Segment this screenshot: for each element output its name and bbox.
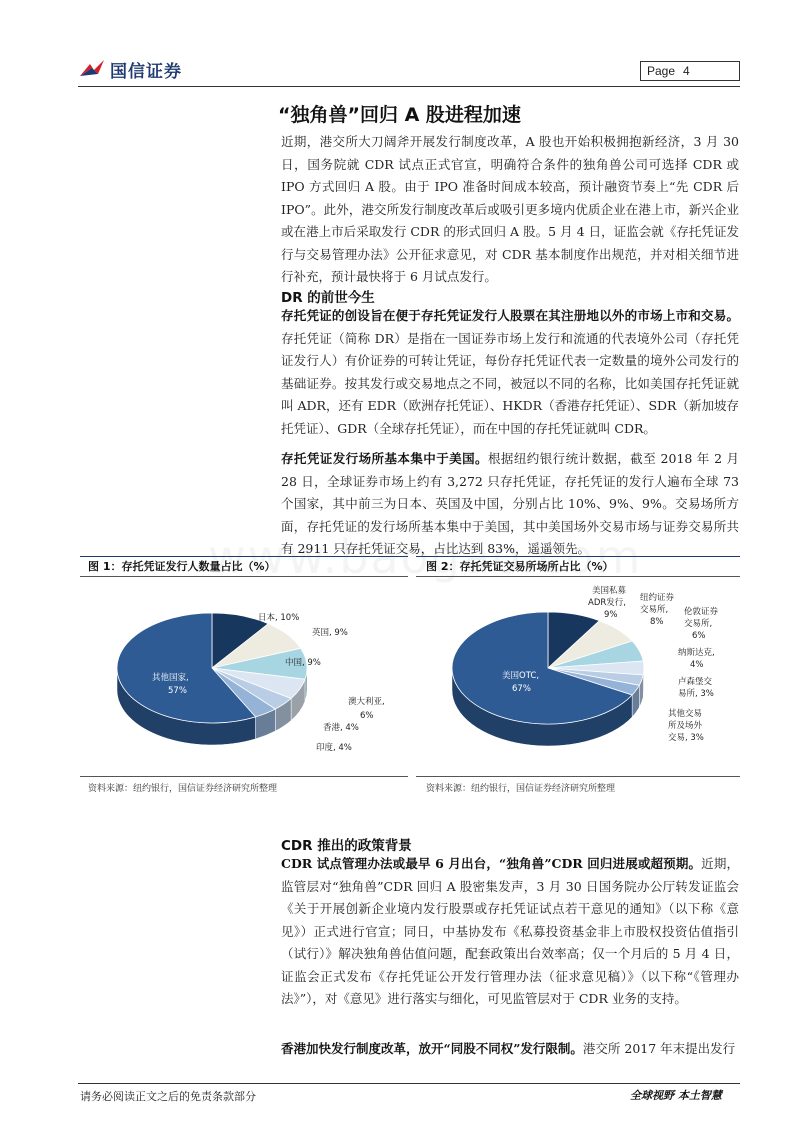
chart1-label-uk: 英国, 9% [312,628,348,638]
page-title: “独角兽”回归 A 股进程加速 [278,104,521,126]
section1-p2-lead: 存托凭证发行场所基本集中于美国。 [281,451,488,466]
chart2-label-lse: 伦敦证券交易所, 6% [684,607,719,641]
company-logo [78,55,182,83]
figure1-caption-rule [80,576,408,577]
intro-paragraph: 近期，港交所大刀阔斧开展发行制度改革，A 股也开始积极拥抱新经济，3 月 30 日，国务院就 CDR 试点正式官宣，明确符合条件的独角兽公司可选择 CDR 或 IPO 方式回归 A 股。由于 IPO 准备时间成本较高，预计融资节奏上“先 CDR 后 IPO”。此外，港交所发行制度改革后或吸引更多境内优质企业在港上市，新兴企业或在港上市后采取发行 CDR 的形式回归 A 股。5 月 4 日，证监会就《存托凭证发行与交易管理办法》公开征求意见，对 CDR 基本制度作出规范，并对相关细节进行补充，预计最快将于 6 月试点发行。 [281,134,739,284]
footer-slogan: 全球视野 本土智慧 [630,1089,722,1102]
figure1-source: 资料来源：纽约银行，国信证券经济研究所整理 [88,784,278,794]
chart1-label-india: 印度, 4% [316,743,352,753]
chart2-label-other-exchanges: 其他交易所及场外交易, 3% [668,709,704,743]
chart2-label-luxembourg: 卢森堡交易所, 3% [678,677,714,699]
page-label: Page [647,64,676,78]
section1-paragraph-2 [281,448,739,561]
figure1-top-rule [80,556,408,557]
section2-paragraph-2 [281,1038,739,1061]
chart1-label-china: 中国, 9% [285,658,321,668]
footer-disclaimer: 请务必阅读正文之后的免责条款部分 [80,1090,256,1103]
chart1-label-australia: 澳大利亚, 6% [348,697,385,721]
chart1-label-japan: 日本, 10% [258,613,300,623]
figure2-top-rule [416,556,740,557]
chart2-label-us-private-adr: 美国私募 ADR发行, 9% [588,586,627,620]
section1-p2-body: 根据纽约银行统计数据，截至 2018 年 2 月 28 日，全球证券市场上约有 3,272 只存托凭证，存托凭证的发行人遍布全球 73 个国家，其中前三为日本、英国及中国，分别占比 10%、9%、9%。交易场所方面，存托凭证的发行场所基本集中于美国，其中美国场外交易市场与证券交易所共有 2911 只存托凭证交易，占比达到 83%，遥遥领先。 [281,451,739,556]
figure2-bottom-rule [416,776,740,777]
page-number: 4 [683,64,690,78]
section-heading-dr: DR 的前世今生 [281,290,375,306]
figure2-caption-rule [416,576,740,577]
section1-paragraph-1 [281,305,739,440]
header-divider [78,86,740,87]
figure2-source: 资料来源：纽约银行，国信证券经济研究所整理 [426,784,616,794]
chart2-label-us-otc: 美国OTC, 67% [502,671,540,694]
page-header [78,55,740,85]
logo-icon [78,58,106,80]
section2-p2-lead: 香港加快发行制度改革，放开“同股不同权”发行限制。 [281,1041,583,1056]
section2-p2-body: 港交所 2017 年末提出发行 [582,1041,736,1056]
section1-p1-lead: 存托凭证的创设旨在便于存托凭证发行人股票在其注册地以外的市场上市和交易。 [281,308,739,323]
figure1-bottom-rule [80,776,408,777]
page-number-box [640,61,740,81]
section2-paragraph-1 [281,853,739,1011]
company-name: 国信证券 [110,61,182,82]
figure2-caption: 图 2：存托凭证交易所场所占比（%） [426,560,614,573]
section-heading-cdr-policy: CDR 推出的政策背景 [281,838,412,854]
chart2-label-nyse: 纽约证券交易所, 8% [640,593,675,627]
chart1-label-others: 其他国家, 57% [152,673,189,696]
section1-p1-body: 存托凭证（简称 DR）是指在一国证券市场上发行和流通的代表境外公司（存托凭证发行人）有价证券的可转让凭证，每份存托凭证代表一定数量的境外公司发行的基础证券。按其发行或交易地点之不同，被冠以不同的名称，比如美国存托凭证就叫 ADR，还有 EDR（欧洲存托凭证）、HKDR（香港存托凭证）、SDR（新加坡存托凭证）、GDR（全球存托凭证），而在中国的存托凭证就叫 CDR。 [281,330,739,436]
figure2-pie-chart [416,580,740,774]
chart1-label-hongkong: 香港, 4% [323,723,359,733]
section2-p1-body: 近期，监管层对“独角兽”CDR 回归 A 股密集发声，3 月 30 日国务院办公厅转发证监会《关于开展创新企业境内发行股票或存托凭证试点若干意见的通知》（以下称《意见》）正式进行官宣；同日，中基协发布《私募投资基金非上市股权投资估值指引（试行）》解决独角兽估值问题，配套政策出台效率高；仅一个月后的 5 月 4 日，证监会正式发布《存托凭证公开发行管理办法（征求意见稿）》（以下称“《管理办法》”），对《意见》进行落实与细化，可见监管层对于 CDR 业务的支持。 [281,856,739,1006]
footer-divider [78,1083,740,1084]
figure1-caption: 图 1：存托凭证发行人数量占比（%） [88,560,276,573]
chart2-label-nasdaq: 纳斯达克, 4% [678,648,715,670]
figure1-pie-chart [80,580,408,774]
section2-p1-lead: CDR 试点管理办法或最早 6 月出台，“独角兽”CDR 回归进展或超预期。 [281,856,702,871]
